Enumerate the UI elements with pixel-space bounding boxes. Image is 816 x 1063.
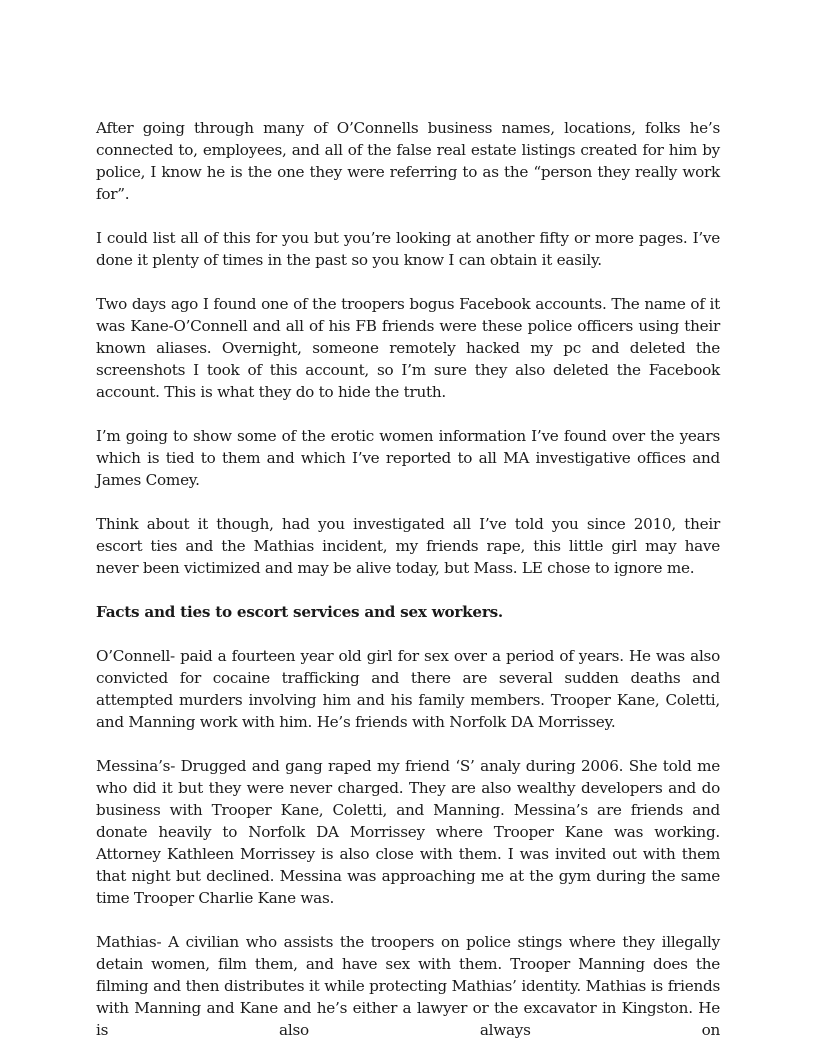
entry-mathias: Mathias- A civilian who assists the troopers on police stings where they illegally detain women, film them, and have sex with them. Trooper Manning does the filming and then distributes it while protecting Mathias’ identity. Mathias is friends with Manning and Kane and he’s either a lawyer or the excavator in Kingston. He is also always on [96,933,720,1039]
entry-oconnell: O’Connell- paid a fourteen year old girl for sex over a period of years. He was also convicted for cocaine trafficking and there are several sudden deaths and attempted murders involving him and his family members. Trooper Kane, Coletti, and Manning work with him. He’s friends with Norfolk DA Morrissey. [96,647,720,731]
paragraph-erotic-info: I’m going to show some of the erotic women information I’ve found over the years which is tied to them and which I’ve reported to all MA investigative offices and James Comey. [96,427,720,489]
document-body [96,117,720,1063]
paragraph-facebook-account: Two days ago I found one of the troopers bogus Facebook accounts. The name of it was Kane-O’Connell and all of his FB friends were these police officers using their known aliases. Overnight, someone remotely hacked my pc and deleted the screenshots I took of this account, so I’m sure they also deleted the Facebook account. This is what they do to hide the truth. [96,295,720,401]
entry-messinas: Messina’s- Drugged and gang raped my friend ‘S’ analy during 2006. She told me who did it but they were never charged. They are also wealthy developers and do business with Trooper Kane, Coletti, and Manning. Messina’s are friends and donate heavily to Norfolk DA Morrissey where Trooper Kane was working. Attorney Kathleen Morrissey is also close with them. I was invited out with them that night but declined. Messina was approaching me at the gym during the same time Trooper Charlie Kane was. [96,757,720,907]
paragraph-oconnell-connections: After going through many of O’Connells business names, locations, folks he’s connected to, employees, and all of the false real estate listings created for him by police, I know he is the one they were referring to as the “person they really work for”. [96,119,720,203]
section-heading: Facts and ties to escort services and sex workers. [96,603,503,621]
paragraph-investigation: Think about it though, had you investigated all I’ve told you since 2010, their escort ties and the Mathias incident, my friends rape, this little girl may have never been victimized and may be alive today, but Mass. LE chose to ignore me. [96,515,720,577]
paragraph-list-offer: I could list all of this for you but you’re looking at another fifty or more pages. I’ve done it plenty of times in the past so you know I can obtain it easily. [96,229,720,269]
